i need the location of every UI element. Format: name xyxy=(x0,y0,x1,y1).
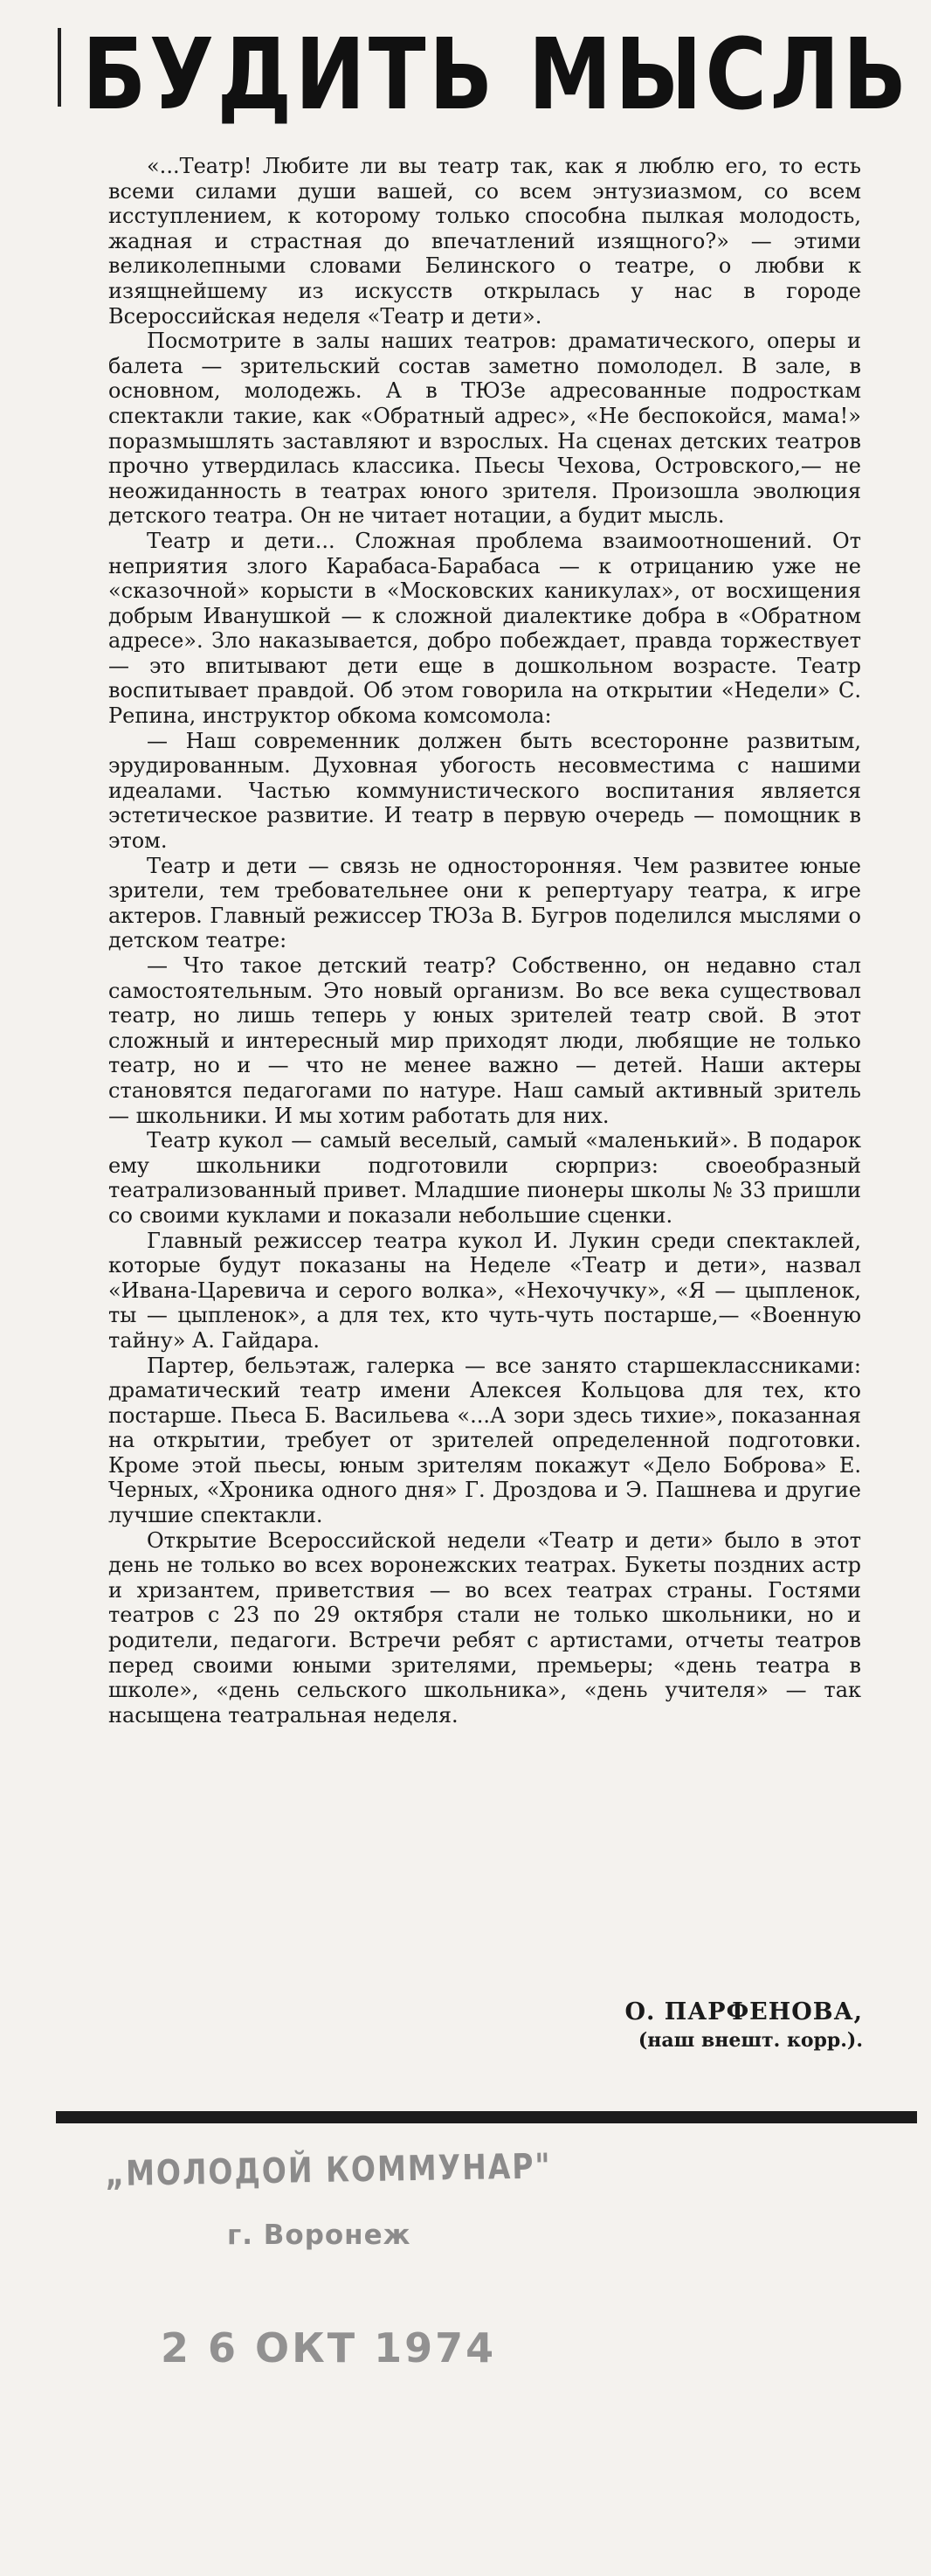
article-paragraph: Театр кукол — самый веселый, самый «маленький». В подарок ему школьники подготовили сюрприз: своеобразный театрализованный привет. Младшие пионеры школы № 33 пришли со своими куклами и показали небольшие сценки. xyxy=(108,1128,861,1228)
column-rule xyxy=(58,28,61,107)
bottom-rule xyxy=(56,2111,917,2123)
stamp-city: г. Воронеж xyxy=(227,2219,411,2251)
article-paragraph: — Наш современник должен быть всесторонне развитым, эрудированным. Духовная убогость несовместима с нашими идеалами. Частью коммунистического воспитания является эстетическое развитие. И театр в первую очередь — помощник в этом. xyxy=(108,728,861,854)
article-paragraph: — Что такое детский театр? Собственно, он недавно стал самостоятельным. Это новый организм. Во все века существовал театр, но лишь теперь у юных зрителей театр свой. В этот сложный и интересный мир приходят люди, любящие не только театр, но и — что не менее важно — детей. Наши актеры становятся педагогами по натуре. Наш самый активный зритель — школьники. И мы хотим работать для них. xyxy=(108,953,861,1128)
article-paragraph: Партер, бельэтаж, галерка — все занято старшеклассниками: драматический театр имени Алексея Кольцова для тех, кто постарше. Пьеса Б. Васильева «...А зори здесь тихие», показанная на открытии, требует от зрителей определенной подготовки. Кроме этой пьесы, юным зрителям покажут «Дело Боброва» Е. Черных, «Хроника одного дня» Г. Дроздова и Э. Пашнева и другие лучшие спектакли. xyxy=(108,1353,861,1528)
article-paragraph: «...Театр! Любите ли вы театр так, как я люблю его, то есть всеми силами души вашей, со всем энтузиазмом, со всем исступлением, к которому только способна пылкая молодость, жадная и страстная до впечатлений изящного?» — этими великолепными словами Белинского о театре, о любви к изящнейшему из искусств открылась у нас в городе Всероссийская неделя «Театр и дети». xyxy=(108,154,861,329)
archive-stamp xyxy=(105,2141,594,2429)
article-paragraph: Главный режиссер театра кукол И. Лукин среди спектаклей, которые будут показаны на Неделе «Театр и дети», назвал «Ивана-Царевича и серого волка», «Нехочучку», «Я — цыпленок, ты — цыпленок», а для тех, кто чуть-чуть постарше,— «Военную тайну» А. Гайдара. xyxy=(108,1228,861,1353)
article-headline: БУДИТЬ МЫСЛЬ xyxy=(82,18,910,132)
article-paragraph: Театр и дети — связь не односторонняя. Чем развитее юные зрители, тем требовательнее они к репертуару театра, к игре актеров. Главный режиссер ТЮЗа В. Бугров поделился мыслями о детском театре: xyxy=(108,853,861,953)
article-signature xyxy=(489,1998,863,2053)
author-name: О. ПАРФЕНОВА, xyxy=(624,1998,863,2025)
article-paragraph: Посмотрите в залы наших театров: драматического, оперы и балета — зрительский состав заметно помолодел. В зале, в основном, молодежь. А в ТЮЗе адресованные подросткам спектакли такие, как «Обратный адрес», «Не беспокойся, мама!» поразмышлять заставляют и взрослых. На сценах детских театров прочно утвердилась классика. Пьесы Чехова, Островского,— не неожиданность в театрах юного зрителя. Произошла эволюция детского театра. Он не читает нотации, а будит мысль. xyxy=(108,329,861,529)
article-paragraph: Театр и дети... Сложная проблема взаимоотношений. От неприятия злого Карабаса-Барабаса — к отрицанию уже не «сказочной» корысти в «Московских каникулах», от восхищения добрым Иванушкой — к сложной диалектике добра в «Обратном адресе». Зло наказывается, добро побеждает, правда торжествует — это впитывают дети еще в дошкольном возрасте. Театр воспитывает правдой. Об этом говорила на открытии «Недели» С. Репина, инструктор обкома комсомола: xyxy=(108,528,861,729)
author-role: (наш внешт. корр.). xyxy=(638,2029,863,2052)
article-paragraph: Открытие Всероссийской недели «Театр и дети» было в этот день не только во всех воронежских театрах. Букеты поздних астр и хризантем, приветствия — во всех театрах страны. Гостями театров с 23 по 29 октября стали не только школьники, но и родители, педагоги. Встречи ребят с артистами, отчеты театров перед своими юными зрителями, премьеры; «день театра в школе», «день сельского школьника», «день учителя» — так насыщена театральная неделя. xyxy=(108,1527,861,1728)
article-body xyxy=(108,154,861,1728)
stamp-newspaper-name: „МОЛОДОЙ КОММУНАР" xyxy=(105,2145,553,2194)
stamp-date: 2 6 ОКТ 1974 xyxy=(161,2324,497,2372)
